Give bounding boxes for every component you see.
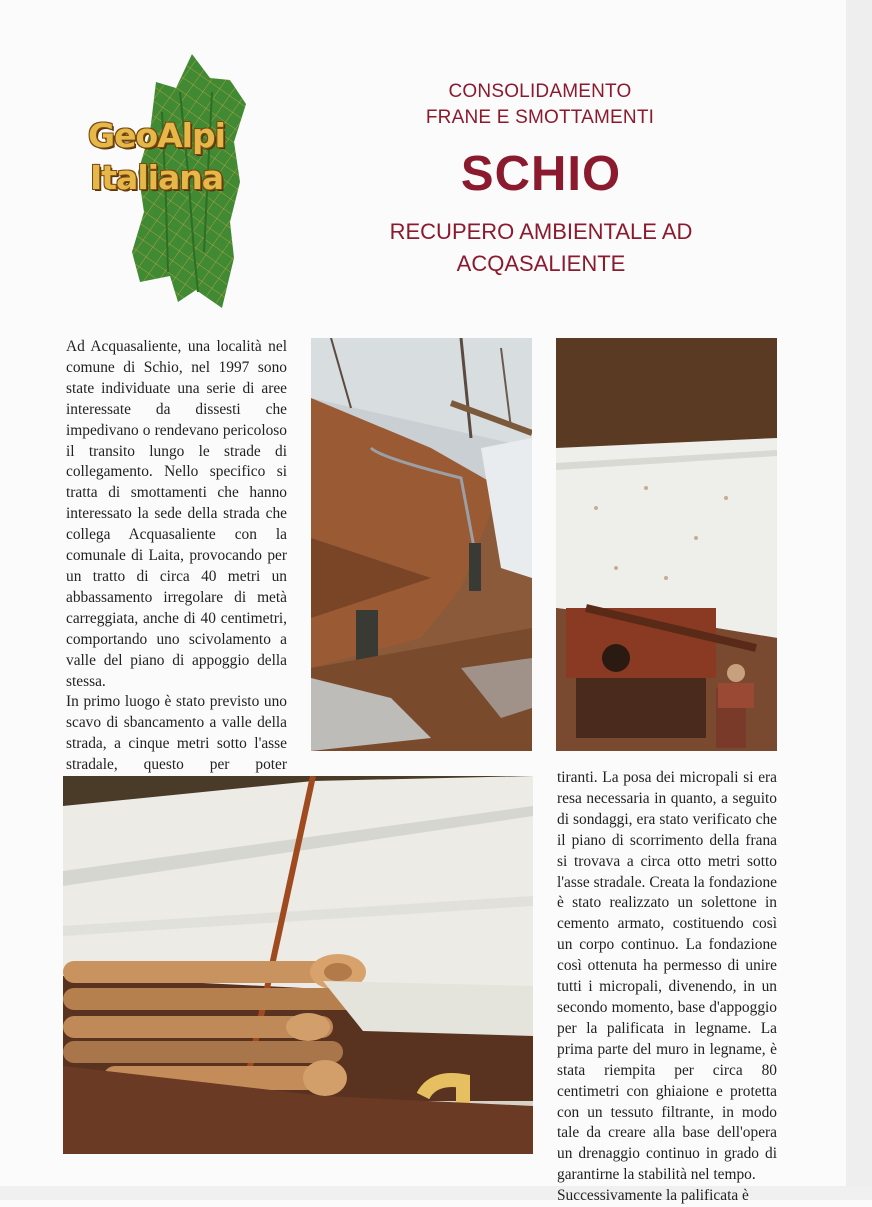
paragraph: tiranti. La posa dei micropali si era resa necessaria in quanto, a seguito di sondaggi, era stato verificato che il piano di scorrimento della frana si trovava a circa otto metri sotto l'asse stradale. Creata la fondazione è stato realizzato un solettone in cemento armato, costituendo così un corpo continuo. La fondazione così ottenuta ha permesso di unire tutti i micropali, divenendo, in un secondo momento, base d'appoggio per la palificata in legname. La prima parte del muro in legname, è stata riempita per circa 80 centimetri con ghiaione e protetta con un tessuto filtrante, in modo tale da creare alla base dell'opera un drenaggio continuo in grado di garantirne la stabilità nel tempo. [557, 769, 777, 1184]
page-title: SCHIO [460, 147, 622, 201]
photo-drilling-rig [556, 338, 777, 751]
logo-wordmark-line2: Italiana [90, 158, 223, 197]
photo-excavation-trench [311, 338, 532, 751]
page-edge [846, 0, 872, 1200]
geoalpi-logo [84, 52, 274, 310]
article-column-left [66, 337, 287, 839]
article-column-right [557, 768, 777, 1207]
subtitle-line-2: ACQASALIENTE [456, 251, 626, 276]
photo-timber-palisade [63, 776, 533, 1154]
kicker-line-1: CONSOLIDAMENTO [448, 81, 632, 102]
paragraph: Successivamente la palificata è [557, 1187, 749, 1205]
logo-wordmark-line1: GeoAlpi [88, 116, 225, 155]
paragraph: In primo luogo è stato previsto uno scavo di sbancamento a valle della strada, a cinque metri sotto l'asse stradale, questo per poter [66, 693, 287, 774]
kicker-line-2: FRANE E SMOTTAMENTI [425, 107, 655, 128]
paragraph: Ad Acquasaliente, una località nel comune di Schio, nel 1997 sono state individuate una serie di aree interessate da dissesti che impedivano o rendevano pericoloso il transito lungo le strade di collegamento. Nello specifico si tratta di smottamenti che hanno interessato la sede della strada che collega Acquasaliente con la comunale di Laita, provocando per un tratto di circa 40 metri un abbassamento irregolare di metà carreggiata, anche di 40 centimetri, comportando uno scivolamento a valle del piano di appoggio della stessa. [66, 338, 287, 690]
subtitle-line-1: RECUPERO AMBIENTALE AD [389, 219, 693, 244]
